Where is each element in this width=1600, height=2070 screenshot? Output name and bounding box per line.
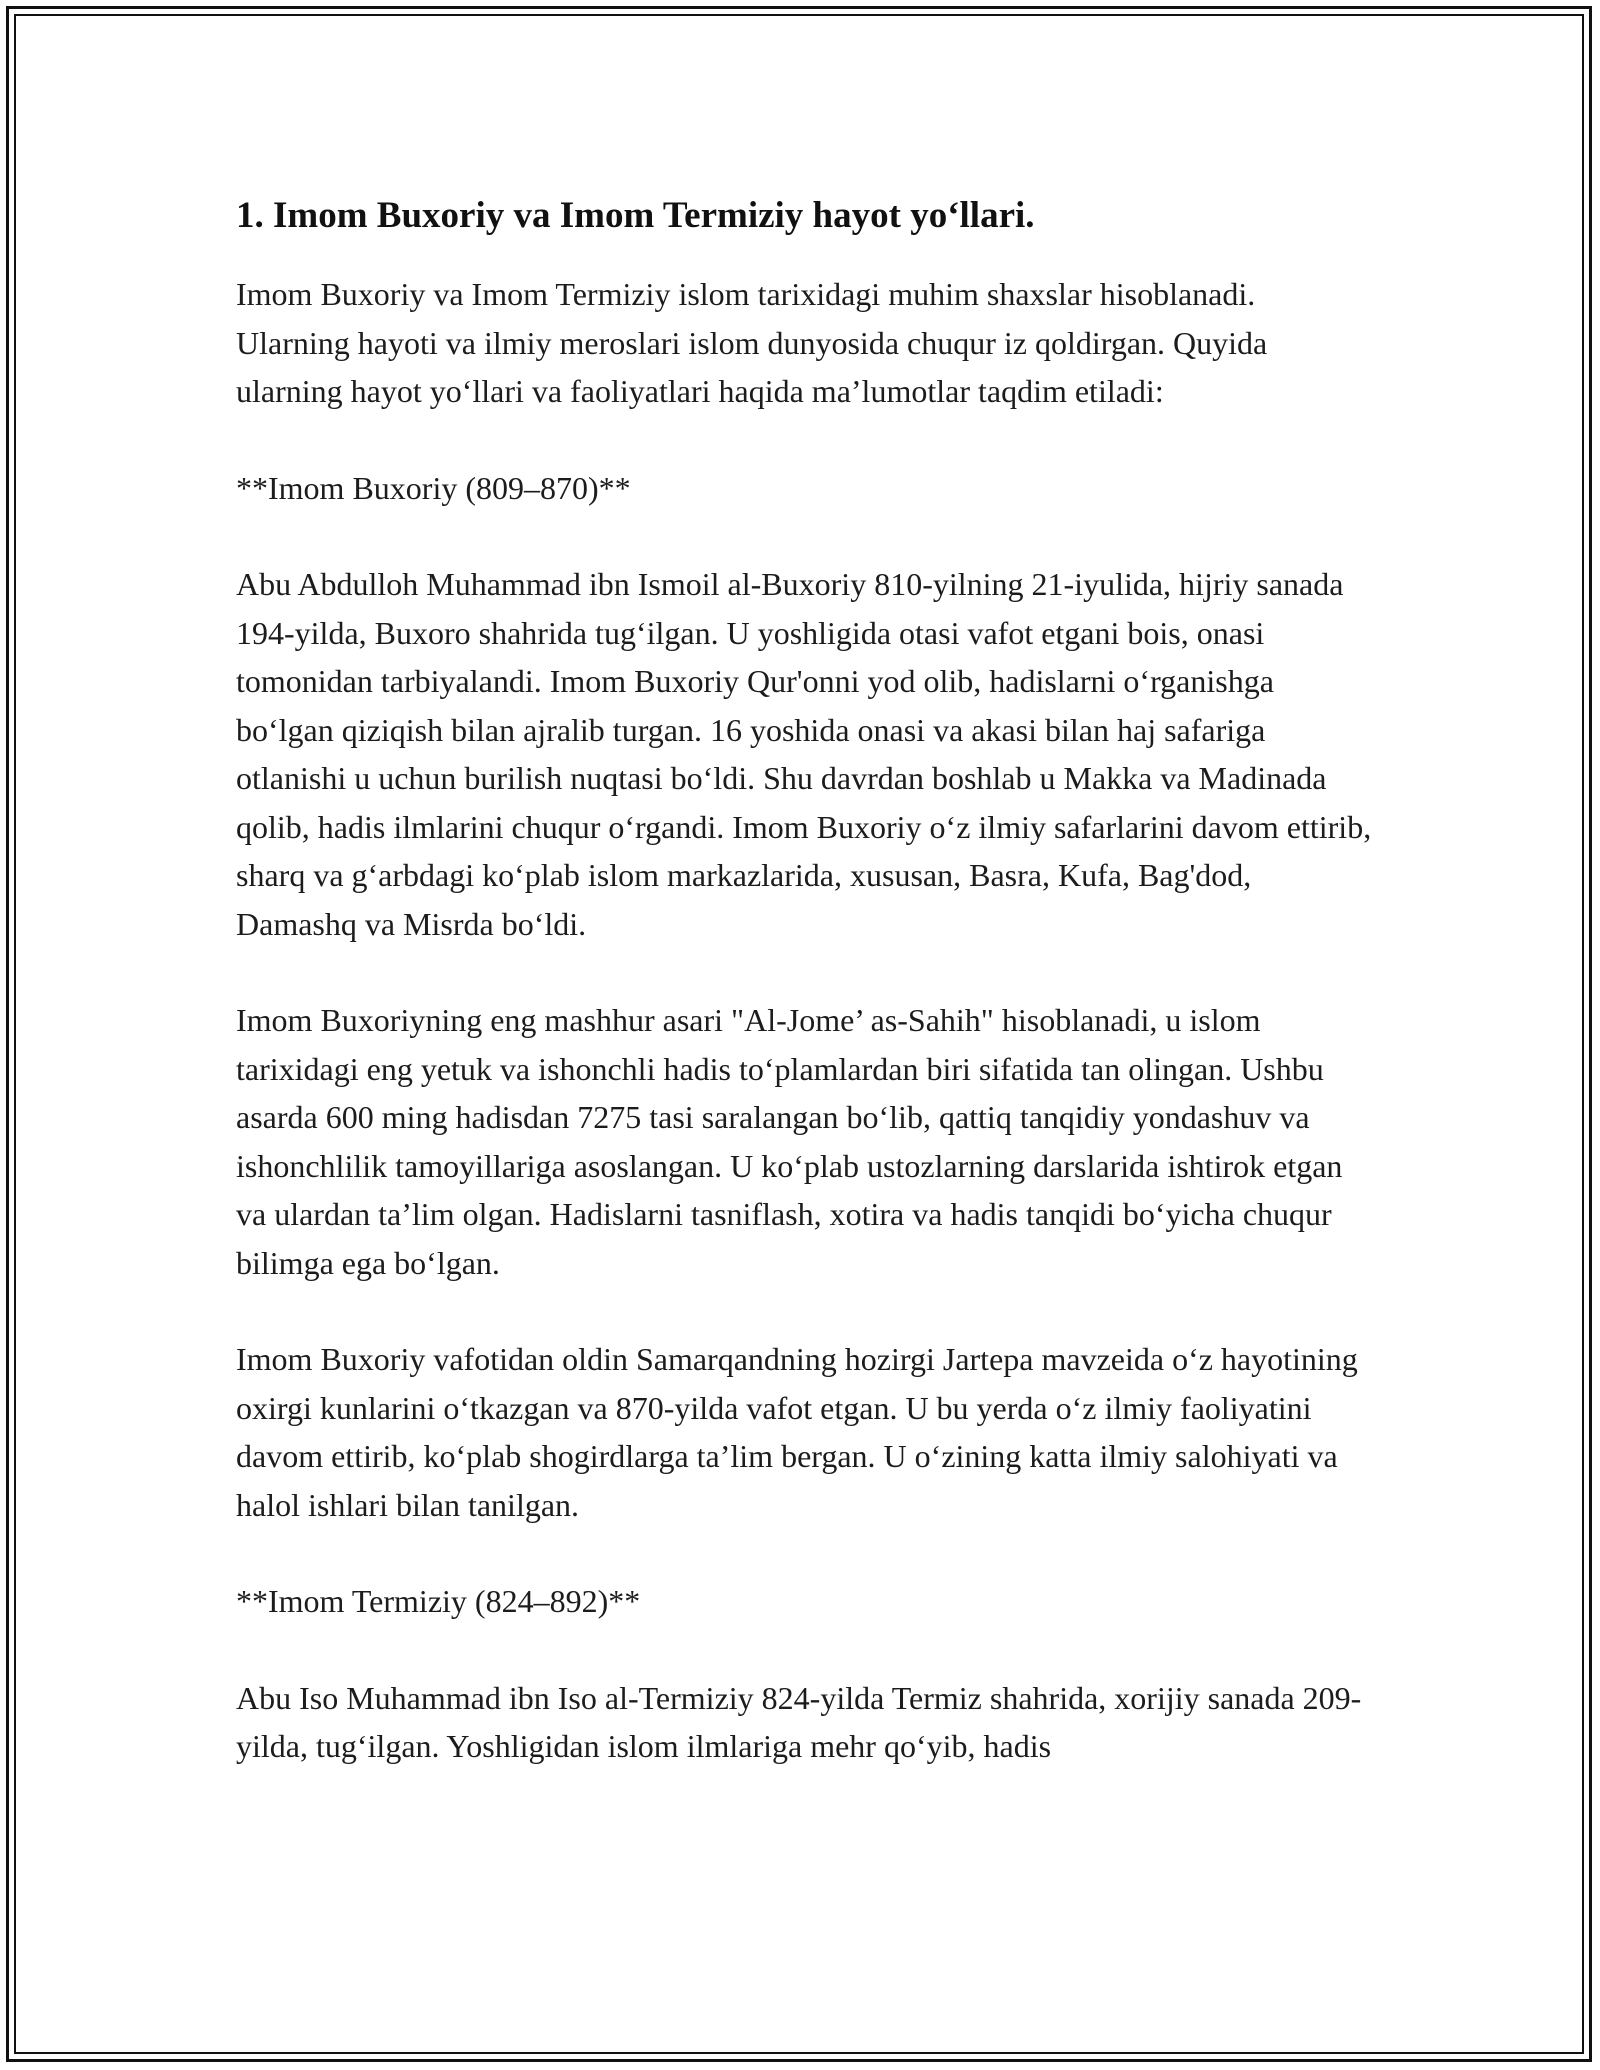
section-heading: 1. Imom Buxoriy va Imom Termiziy hayot yo‘llari. bbox=[236, 195, 1035, 236]
buxoriy-final-years-paragraph: Imom Buxoriy vafotidan oldin Samarqandning hozirgi Jartepa mavzeida o‘z hayotining oxirgi kunlarini o‘tkazgan va 870-yilda vafot etgan. U bu yerda o‘z ilmiy faoliyatini davom ettirib, ko‘plab shogirdlarga ta’lim bergan. U o‘zining katta ilmiy salohiyati va halol ishlari bilan tanilgan. bbox=[236, 1341, 1358, 1523]
termiziy-subheading: **Imom Termiziy (824–892)** bbox=[236, 1583, 641, 1619]
buxoriy-works-paragraph: Imom Buxoriyning eng mashhur asari "Al-Jome’ as-Sahih" hisoblanadi, u islom tarixidagi eng yetuk va ishonchli hadis to‘plamlardan biri sifatida tan olingan. Ushbu asarda 600 ming hadisdan 7275 tasi saralangan bo‘lib, qattiq tanqidiy yondashuv va ishonchlilik tamoyillariga asoslangan. U ko‘plab ustozlarning darslarida ishtirok etgan va ulardan ta’lim olgan. Hadislarni tasniflash, xotira va hadis tanqidi bo‘yicha chuqur bilimga ega bo‘lgan. bbox=[236, 1002, 1343, 1281]
document-body bbox=[236, 180, 1376, 1819]
buxoriy-biography-paragraph: Abu Abdulloh Muhammad ibn Ismoil al-Buxoriy 810-yilning 21-iyulida, hijriy sanada 194-yilda, Buxoro shahrida tug‘ilgan. U yoshligida otasi vafot etgani bois, onasi tomonidan tarbiyalandi. Imom Buxoriy Qur'onni yod olib, hadislarni o‘rganishga bo‘lgan qiziqish bilan ajralib turgan. 16 yoshida onasi va akasi bilan haj safariga otlanishi u uchun burilish nuqtasi bo‘ldi. Shu davrdan boshlab u Makka va Madinada qolib, hadis ilmlarini chuqur o‘rgandi. Imom Buxoriy o‘z ilmiy safarlarini davom ettirib, sharq va g‘arbdagi ko‘plab islom markazlarida, xususan, Basra, Kufa, Bag'dod, Damashq va Misrda bo‘ldi. bbox=[236, 566, 1372, 942]
intro-paragraph: Imom Buxoriy va Imom Termiziy islom tarixidagi muhim shaxslar hisoblanadi. Ularning hayoti va ilmiy meroslari islom dunyosida chuqur iz qoldirgan. Quyida ularning hayot yo‘llari va faoliyatlari haqida ma’lumotlar taqdim etiladi: bbox=[236, 276, 1268, 409]
buxoriy-subheading: **Imom Buxoriy (809–870)** bbox=[236, 469, 631, 506]
termiziy-biography-paragraph: Abu Iso Muhammad ibn Iso al-Termiziy 824-yilda Termiz shahrida, xorijiy sanada 209-yilda, tug‘ilgan. Yoshligidan islom ilmlariga mehr qo‘yib, hadis bbox=[236, 1679, 1362, 1764]
